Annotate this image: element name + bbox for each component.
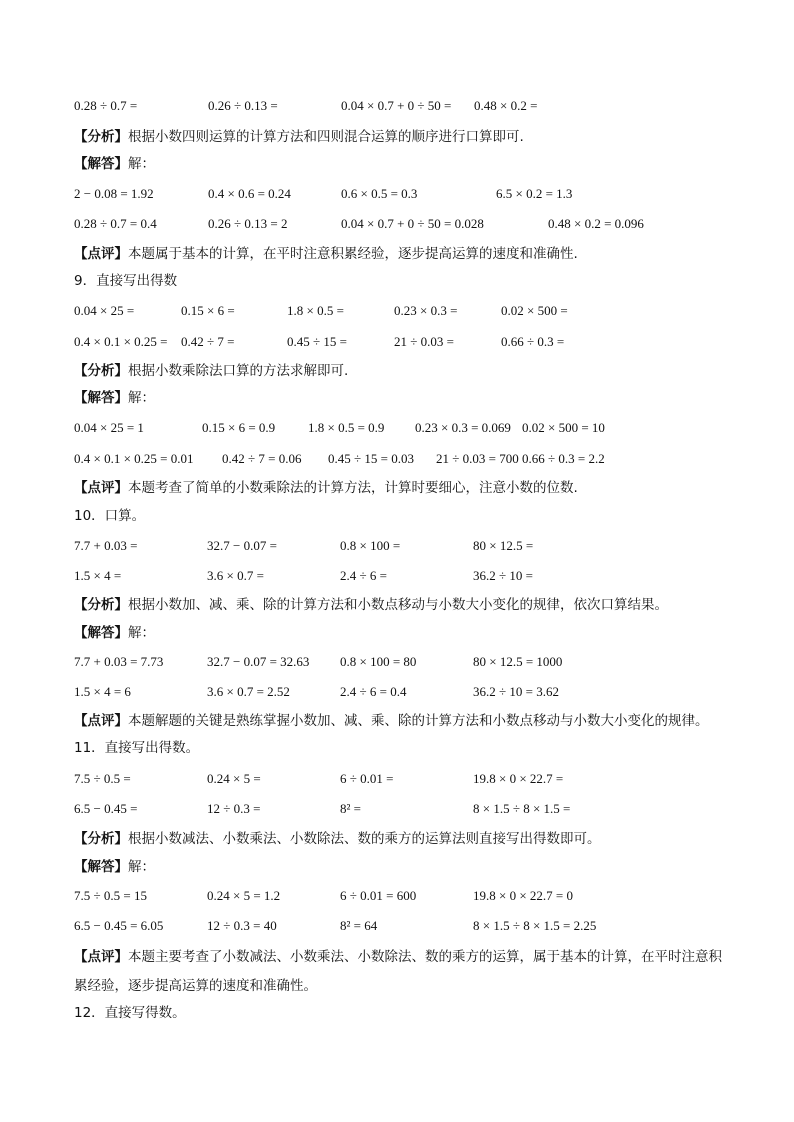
analysis-label: 【分析】 [74, 363, 128, 379]
math-row [74, 798, 754, 820]
math-expression: 32.7 − 0.07 = [207, 538, 277, 553]
math-row [74, 768, 754, 790]
math-row [74, 915, 754, 937]
math-expression: 7.5 ÷ 0.5 = [74, 771, 131, 786]
math-expression: 8² = 64 [340, 918, 378, 933]
math-expression: 0.02 × 500 = [501, 303, 568, 318]
math-expression: 2.4 ÷ 6 = [340, 568, 387, 583]
math-row [74, 183, 754, 205]
math-expression: 0.04 × 25 = [74, 303, 135, 318]
comment-paragraph [74, 243, 734, 265]
comment-paragraph [74, 710, 734, 732]
analysis-text: 根据小数加、减、乘、除的计算方法和小数点移动与小数大小变化的规律，依次口算结果。 [128, 597, 668, 613]
math-expression: 0.42 ÷ 7 = [181, 334, 235, 349]
math-expression: 0.42 ÷ 7 = 0.06 [222, 451, 302, 466]
analysis-label: 【分析】 [74, 831, 128, 847]
answer-paragraph [74, 153, 734, 175]
math-expression: 0.66 ÷ 0.3 = [501, 334, 565, 349]
math-expression: 6.5 × 0.2 = 1.3 [496, 186, 573, 201]
comment-paragraph [74, 943, 734, 1001]
math-expression: 0.48 × 0.2 = 0.096 [548, 216, 644, 231]
analysis-label: 【分析】 [74, 597, 128, 613]
math-expression: 0.26 ÷ 0.13 = [208, 98, 278, 113]
math-expression: 0.4 × 0.1 × 0.25 = [74, 334, 168, 349]
math-expression: 0.28 ÷ 0.7 = 0.4 [74, 216, 157, 231]
answer-paragraph [74, 856, 734, 878]
comment-label: 【点评】 [74, 949, 128, 965]
math-row [74, 651, 754, 673]
math-expression: 12 ÷ 0.3 = [207, 801, 261, 816]
math-expression: 0.26 ÷ 0.13 = 2 [208, 216, 288, 231]
analysis-paragraph [74, 360, 734, 382]
answer-paragraph [74, 622, 734, 644]
answer-paragraph [74, 387, 734, 409]
math-expression: 0.02 × 500 = 10 [522, 420, 605, 435]
math-row [74, 417, 754, 439]
math-expression: 0.45 ÷ 15 = 0.03 [328, 451, 414, 466]
answer-text: 解： [128, 625, 155, 641]
answer-text: 解： [128, 156, 155, 172]
answer-text: 解： [128, 390, 155, 406]
math-expression: 0.15 × 6 = [181, 303, 235, 318]
math-expression: 0.23 × 0.3 = 0.069 [415, 420, 511, 435]
math-expression: 21 ÷ 0.03 = 700 [436, 451, 519, 466]
math-expression: 8² = [340, 801, 361, 816]
math-expression: 0.45 ÷ 15 = [287, 334, 347, 349]
math-expression: 8 × 1.5 ÷ 8 × 1.5 = [473, 801, 571, 816]
math-expression: 0.04 × 25 = 1 [74, 420, 144, 435]
math-expression: 0.48 × 0.2 = [474, 98, 538, 113]
comment-text: 本题考查了简单的小数乘除法的计算方法，计算时要细心，注意小数的位数. [128, 480, 578, 496]
question-11-title: 11．直接写出得数。 [74, 740, 200, 756]
comment-text: 本题主要考查了小数减法、小数乘法、小数除法、数的乘方的运算，属于基本的计算，在平时注意积累经验，逐步提高运算的速度和准确性。 [74, 949, 722, 994]
math-row [74, 300, 754, 322]
math-expression: 0.8 × 100 = [340, 538, 401, 553]
comment-label: 【点评】 [74, 713, 128, 729]
math-expression: 1.8 × 0.5 = 0.9 [308, 420, 385, 435]
answer-label: 【解答】 [74, 859, 128, 875]
math-expression: 32.7 − 0.07 = 32.63 [207, 654, 310, 669]
math-expression: 1.5 × 4 = [74, 568, 122, 583]
math-expression: 6 ÷ 0.01 = [340, 771, 394, 786]
analysis-label: 【分析】 [74, 129, 128, 145]
math-row [74, 331, 754, 353]
math-expression: 19.8 × 0 × 22.7 = [473, 771, 564, 786]
analysis-paragraph [74, 594, 734, 616]
math-expression: 2 − 0.08 = 1.92 [74, 186, 154, 201]
math-expression: 0.24 × 5 = [207, 771, 261, 786]
math-row [74, 95, 754, 117]
math-row [74, 885, 754, 907]
math-expression: 21 ÷ 0.03 = [394, 334, 454, 349]
math-expression: 1.8 × 0.5 = [287, 303, 344, 318]
math-expression: 1.5 × 4 = 6 [74, 684, 131, 699]
math-expression: 0.04 × 0.7 + 0 ÷ 50 = [341, 98, 452, 113]
math-expression: 0.66 ÷ 0.3 = 2.2 [522, 451, 605, 466]
math-expression: 36.2 ÷ 10 = [473, 568, 533, 583]
math-expression: 0.24 × 5 = 1.2 [207, 888, 281, 903]
answer-label: 【解答】 [74, 390, 128, 406]
comment-text: 本题属于基本的计算，在平时注意积累经验，逐步提高运算的速度和准确性. [128, 246, 578, 262]
comment-label: 【点评】 [74, 480, 128, 496]
math-row [74, 565, 754, 587]
math-expression: 19.8 × 0 × 22.7 = 0 [473, 888, 573, 903]
analysis-paragraph [74, 828, 734, 850]
math-row [74, 681, 754, 703]
answer-label: 【解答】 [74, 156, 128, 172]
question-12-title: 12．直接写得数。 [74, 1005, 186, 1021]
question-10-title: 10．口算。 [74, 508, 146, 524]
analysis-text: 根据小数减法、小数乘法、小数除法、数的乘方的运算法则直接写出得数即可。 [128, 831, 601, 847]
math-expression: 0.15 × 6 = 0.9 [202, 420, 276, 435]
math-expression: 80 × 12.5 = [473, 538, 534, 553]
math-expression: 0.28 ÷ 0.7 = [74, 98, 138, 113]
math-row [74, 213, 754, 235]
math-expression: 7.7 + 0.03 = 7.73 [74, 654, 164, 669]
math-expression: 12 ÷ 0.3 = 40 [207, 918, 277, 933]
math-expression: 36.2 ÷ 10 = 3.62 [473, 684, 559, 699]
math-expression: 0.4 × 0.6 = 0.24 [208, 186, 291, 201]
math-expression: 6 ÷ 0.01 = 600 [340, 888, 417, 903]
answer-label: 【解答】 [74, 625, 128, 641]
math-expression: 0.23 × 0.3 = [394, 303, 458, 318]
question-9-title: 9．直接写出得数 [74, 273, 178, 289]
math-expression: 80 × 12.5 = 1000 [473, 654, 563, 669]
math-expression: 7.7 + 0.03 = [74, 538, 138, 553]
comment-text: 本题解题的关键是熟练掌握小数加、减、乘、除的计算方法和小数点移动与小数大小变化的规律。 [128, 713, 709, 729]
analysis-paragraph [74, 126, 734, 148]
analysis-text: 根据小数四则运算的计算方法和四则混合运算的顺序进行口算即可. [128, 129, 524, 145]
math-expression: 0.6 × 0.5 = 0.3 [341, 186, 418, 201]
math-expression: 6.5 − 0.45 = 6.05 [74, 918, 164, 933]
math-expression: 7.5 ÷ 0.5 = 15 [74, 888, 147, 903]
math-expression: 0.8 × 100 = 80 [340, 654, 417, 669]
math-expression: 2.4 ÷ 6 = 0.4 [340, 684, 407, 699]
math-expression: 0.4 × 0.1 × 0.25 = 0.01 [74, 451, 194, 466]
answer-text: 解： [128, 859, 155, 875]
analysis-text: 根据小数乘除法口算的方法求解即可. [128, 363, 349, 379]
math-row [74, 448, 754, 470]
math-expression: 6.5 − 0.45 = [74, 801, 138, 816]
math-expression: 0.04 × 0.7 + 0 ÷ 50 = 0.028 [341, 216, 484, 231]
comment-paragraph [74, 477, 734, 499]
math-expression: 3.6 × 0.7 = [207, 568, 264, 583]
comment-label: 【点评】 [74, 246, 128, 262]
math-expression: 8 × 1.5 ÷ 8 × 1.5 = 2.25 [473, 918, 597, 933]
math-row [74, 535, 754, 557]
math-expression: 3.6 × 0.7 = 2.52 [207, 684, 290, 699]
